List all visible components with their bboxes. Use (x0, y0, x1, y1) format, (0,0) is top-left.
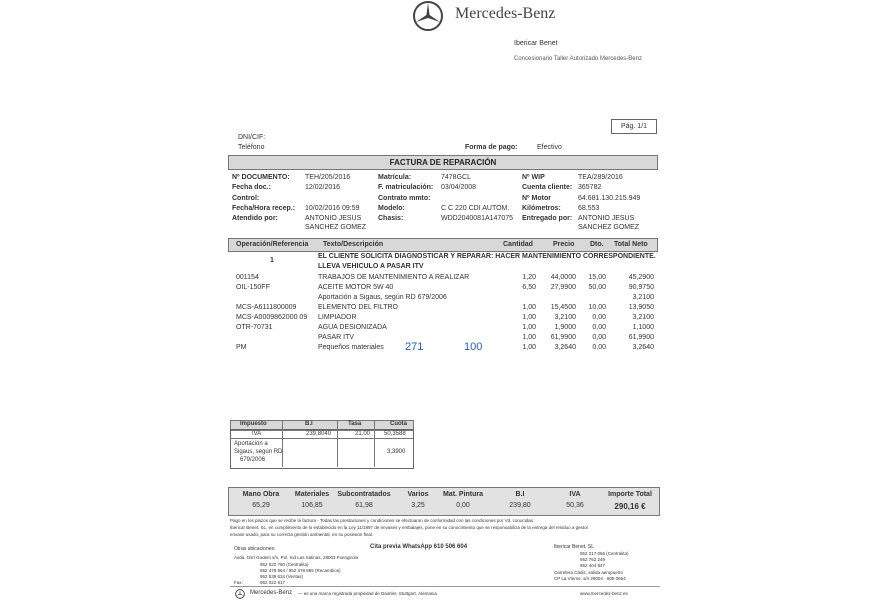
fecha-value: 12/02/2016 (305, 184, 341, 191)
row-cell-desc: Pequeños materiales (318, 344, 384, 351)
row-cell-price: 3,2100 (554, 314, 576, 321)
legal-text-1: Pago en los plazos que se recibe la factura - Todas las prestaciones y condiciones se efectuaron de conformidad con las condiciones por Vd. conocidas. (230, 518, 535, 523)
control-label: Control: (232, 195, 260, 202)
totals-value-6: 50,36 (566, 502, 584, 509)
col-header-total: Total Neto (614, 241, 648, 248)
recep-value: 10/02/2016 09:59 (305, 205, 360, 212)
footer-right-4: 952 404 947 (580, 563, 606, 568)
section-text-1: EL CLIENTE SOLICITA DIAGNOSTICAR Y REPARAR: HACER MANTENIMIENTO CORRESPONDIENTE. (318, 253, 656, 260)
tax-header-cuota: Cuota (390, 421, 407, 427)
row-cell-ref: OTR-70731 (236, 324, 273, 331)
totals-value-5: 239,80 (509, 502, 531, 509)
section-number: 1 (270, 257, 274, 264)
tax-iva-cuota: 50,3588 (384, 431, 406, 437)
footer-right-5: Carretera Cádiz, salida aeropuerto (554, 570, 624, 575)
footer-whatsapp: Cita previa WhatsApp 610 506 604 (370, 544, 468, 550)
row-cell-total: 61,9900 (628, 334, 654, 341)
matricula-label: Matrícula: (378, 174, 412, 181)
footer-address-5: 952 022 817 (260, 580, 286, 585)
row-cell-total: 3,2100 (632, 314, 654, 321)
overlay-number-1: 271 (405, 341, 424, 353)
title-bar (228, 155, 658, 170)
row-cell-qty: 1,20 (522, 274, 536, 281)
row-cell-ref: OIL-150FF (236, 284, 270, 291)
footer-mercedes-star-icon (235, 589, 245, 599)
section-text-2: LLEVA VEHICULO A PASAR ITV (318, 263, 424, 270)
totals-header-3: Varios (407, 491, 429, 498)
col-header-dto: Dto. (590, 241, 604, 248)
footer-address-2: 952 022 760 (Centralita) (260, 562, 309, 567)
row-cell-desc: PASAR ITV (318, 334, 355, 341)
atendido-value-2: SANCHEZ GOMEZ (305, 224, 367, 231)
totals-header-1: Materiales (294, 491, 330, 498)
tax-aport-label-3: 679/2006 (240, 457, 266, 463)
legal-text-2: Ibericar Benet, SL, en cumplimiento de lo establecido en la Ley 11/1997 de envases y embalajes, pone en su conocimiento que se responsabiliza de la entrega del residuo a gestor (230, 525, 589, 530)
footer-address-1: Avda. Osrl Godem s/n, Pol. Ind Las Salinas, 28003 Fuengirola (234, 555, 358, 560)
row-cell-ref: 001154 (236, 274, 259, 281)
footer-right-6: CP La Vierne, s/n 29004 · 605 0654 (554, 576, 626, 581)
atendido-label: Atendido por: (232, 215, 278, 222)
pay-label: Forma de pago: (465, 144, 518, 151)
row-cell-total: 90,9750 (628, 284, 654, 291)
tax-divider-2 (337, 420, 338, 467)
page-label: Pág. 1/1 (611, 119, 657, 134)
fmat-value: 03/04/2008 (441, 184, 477, 191)
totals-header-0: Mano Obra (242, 491, 280, 498)
totals-header-4: Mat. Pintura (442, 491, 484, 498)
col-header-qty: Cantidad (503, 241, 533, 248)
invoice-title: FACTURA DE REPARACIÓN (389, 158, 497, 167)
row-cell-dto: 0,00 (592, 334, 606, 341)
totals-value-3: 3,25 (411, 502, 425, 509)
row-cell-dto: 15,00 (588, 274, 606, 281)
pay-value: Efectivo (537, 144, 562, 151)
motor-label: Nº Motor (522, 195, 551, 202)
matricula-value: 7478GCL (441, 174, 471, 181)
wip-value: TEA/289/2016 (578, 174, 623, 181)
row-cell-qty: 1,00 (522, 344, 536, 351)
footer-address-3: 952 478 864 / 952 478 865 (Recambios) (260, 568, 341, 573)
footer-address-4: 952 539 634 (Ventas) (260, 574, 304, 579)
row-cell-qty: 1,00 (522, 304, 536, 311)
row-cell-total: 13,9050 (628, 304, 654, 311)
footer-right-2: 952 217 066 (Centralita) (580, 551, 629, 556)
row-cell-total: 45,2900 (628, 274, 654, 281)
footer-fax-label: Fax: (234, 580, 243, 585)
km-value: 68.553 (578, 205, 600, 212)
brand-name: Mercedes-Benz (455, 5, 556, 22)
footer-brand: Mercedes-Benz (250, 590, 293, 596)
col-header-desc: Texto/Descripción (323, 241, 384, 248)
company-name: Ibericar Benet (514, 40, 558, 47)
totals-header-7: Importe Total (608, 491, 652, 498)
row-cell-dto: 10,00 (588, 304, 606, 311)
recep-label: Fecha/Hora recep.: (232, 205, 296, 212)
cuenta-label: Cuenta cliente: (522, 184, 573, 191)
row-cell-price: 3,2640 (554, 344, 576, 351)
totals-header-6: IVA (569, 491, 581, 498)
contrato-label: Contrato mmto: (378, 195, 431, 202)
totals-value-0: 65,29 (252, 502, 270, 509)
tax-aport-label-1: Aportación a (234, 441, 268, 447)
modelo-value: C C 220 CDI AUTOM. (441, 205, 510, 212)
row-cell-dto: 0,00 (592, 314, 606, 321)
row-cell-price: 1,9000 (554, 324, 576, 331)
legal-text-3: envase usado, para su correcta gestión ambiental, en su posesión final. (230, 532, 374, 537)
doc-label: Nº DOCUMENTO: (232, 174, 290, 181)
row-cell-dto: 50,00 (588, 284, 606, 291)
row-cell-price: 44,0000 (550, 274, 576, 281)
tax-iva-bi: 239,8040 (306, 431, 332, 437)
row-cell-ref: MCS-A0009862000 09 (236, 314, 308, 321)
totals-value-7: 290,16 € (614, 502, 646, 511)
dni-label: DNI/CIF: (238, 134, 266, 141)
row-cell-desc: ACEITE MOTOR 5W 40 (318, 284, 394, 291)
totals-value-1: 106,85 (301, 502, 323, 509)
footer-right-1: Ibericar Benet, SL (554, 544, 595, 550)
tax-aport-label-2: Sigaus, según RD (234, 449, 283, 455)
tax-header-bi: B.I (305, 421, 313, 427)
tax-divider-1 (282, 420, 283, 467)
tax-header-tasa: Tasa (348, 421, 362, 427)
entregado-value-2: SANCHEZ GOMEZ (578, 224, 640, 231)
phone-label: Teléfono (238, 144, 265, 151)
tax-iva-label: IVA (252, 431, 262, 437)
row-cell-ref: PM (236, 344, 247, 351)
tax-row-divider (230, 438, 413, 439)
km-label: Kilómetros: (522, 205, 561, 212)
row-cell-desc: Aportación a Sigaus, según RD 679/2006 (318, 294, 447, 301)
totals-header-2: Subcontratados (337, 491, 391, 498)
row-cell-qty: 1,00 (522, 314, 536, 321)
cuenta-value: 365782 (578, 184, 602, 191)
row-cell-qty: 1,00 (522, 334, 536, 341)
row-cell-desc: AGUA DESIONIZADA (318, 324, 387, 331)
footer-right-3: 952 762 249 (580, 557, 606, 562)
row-cell-desc: ELEMENTO DEL FILTRO (318, 304, 398, 311)
company-subtitle: Concesionario Taller Autorizado Mercedes-Benz (514, 56, 642, 62)
mercedes-star-logo (412, 0, 444, 32)
row-cell-qty: 1,00 (522, 324, 536, 331)
doc-value: TEH/205/2016 (305, 174, 351, 181)
row-cell-dto: 0,00 (592, 344, 606, 351)
footer-otras-label: Otras ubicaciones: (234, 546, 276, 552)
footer-divider (230, 586, 660, 587)
col-header-ref: Operación/Referencia (236, 241, 309, 248)
footer-url: www.mercedes-benz.es (580, 591, 628, 596)
row-cell-qty: 6,50 (522, 284, 536, 291)
tax-aport-value: 3,3900 (387, 449, 406, 455)
modelo-label: Modelo: (378, 205, 405, 212)
entregado-label: Entregado por: (522, 215, 573, 222)
chasis-label: Chasis: (378, 215, 404, 222)
row-cell-ref: MCS-A6111800009 (236, 304, 297, 311)
fecha-label: Fecha doc.: (232, 184, 271, 191)
atendido-value-1: ANTONIO JESUS (305, 215, 362, 222)
row-cell-dto: 0,00 (592, 324, 606, 331)
chasis-value: WDD2040081A147075 (441, 215, 513, 222)
tax-header-impuesto: Impuesto (240, 421, 267, 427)
tax-divider-3 (374, 420, 375, 467)
tax-iva-tasa: 21,00 (355, 431, 371, 437)
wip-label: Nº WIP (522, 174, 545, 181)
row-cell-price: 27,9900 (550, 284, 576, 291)
footer-note: — es una marca registrada propiedad de Daimler, Stuttgart, Alemania (298, 591, 437, 596)
totals-value-4: 0,00 (456, 502, 470, 509)
row-cell-total: 3,2100 (632, 294, 654, 301)
entregado-value-1: ANTONIO JESUS (578, 215, 635, 222)
overlay-number-2: 100 (464, 341, 483, 353)
totals-header-5: B.I (515, 491, 525, 498)
row-cell-price: 15,4500 (550, 304, 576, 311)
totals-value-2: 61,98 (355, 502, 373, 509)
row-cell-total: 1,1000 (632, 324, 654, 331)
row-cell-price: 61,9900 (550, 334, 576, 341)
row-cell-desc: TRABAJOS DE MANTENIMIENTO A REALIZAR (318, 274, 470, 281)
row-cell-desc: LIMPIADOR (318, 314, 357, 321)
motor-value: 64.681.130.215.949 (578, 195, 641, 202)
col-header-price: Precio (553, 241, 575, 248)
fmat-label: F. matriculación: (378, 184, 434, 191)
row-cell-total: 3,2640 (632, 344, 654, 351)
